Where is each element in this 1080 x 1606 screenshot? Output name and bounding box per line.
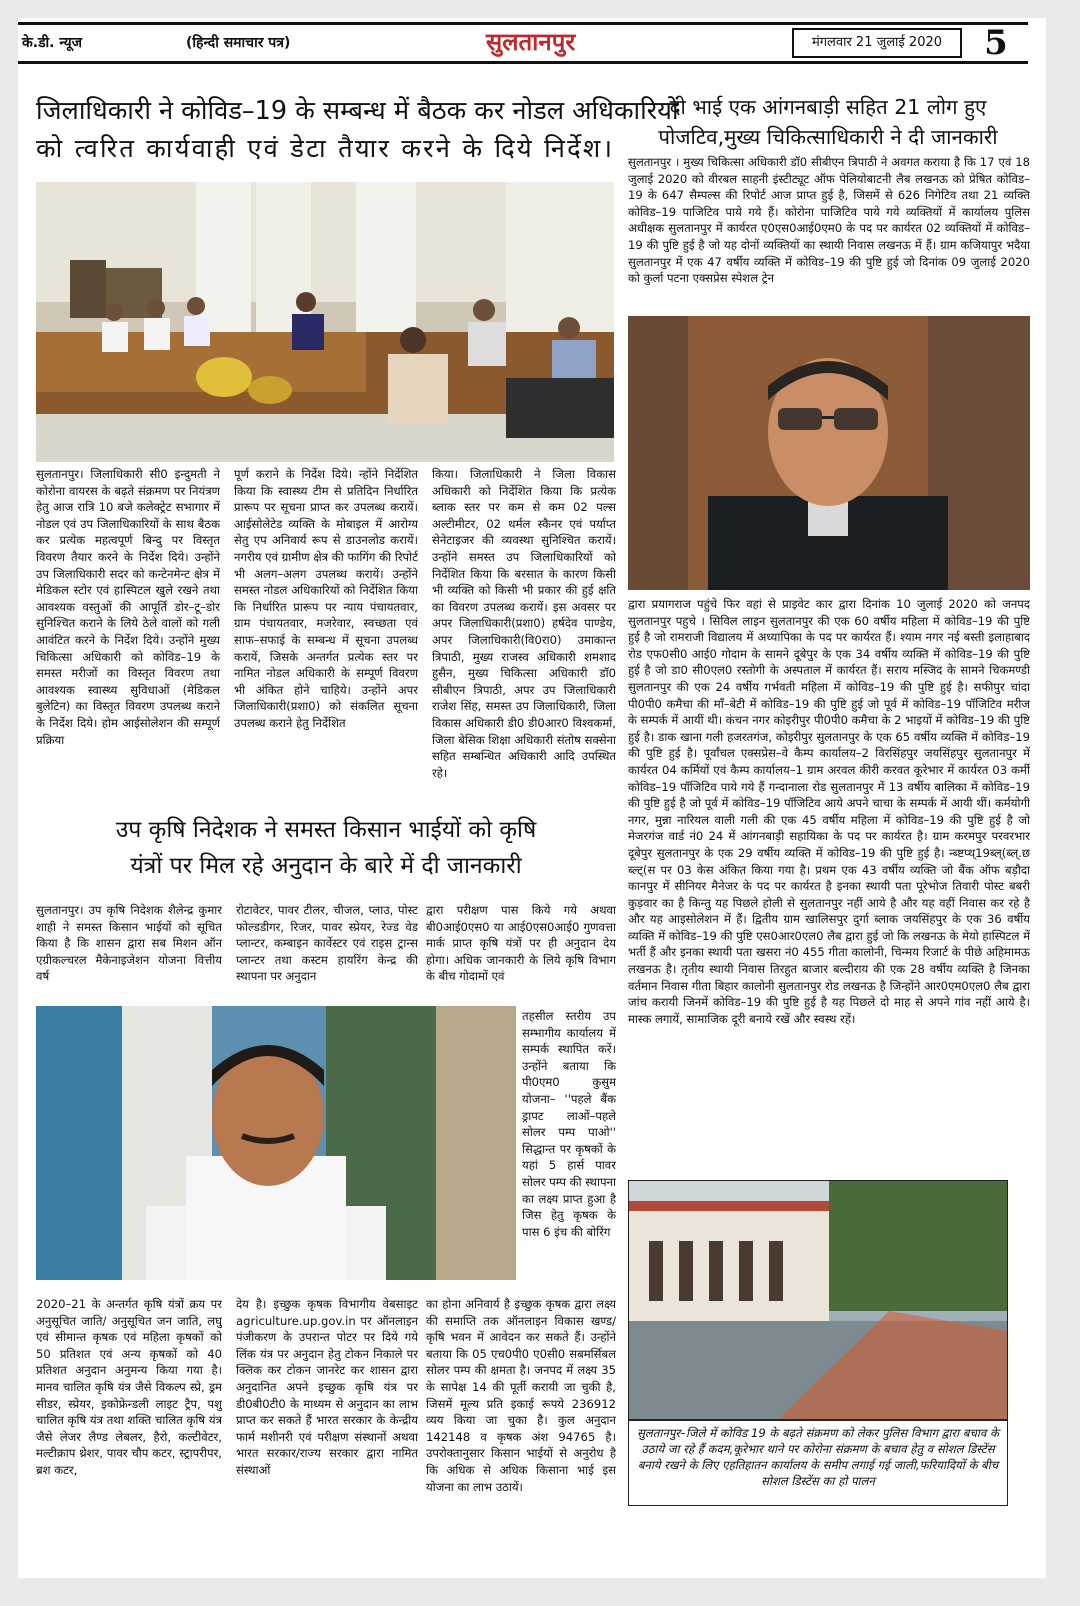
officer-photo	[628, 316, 1030, 590]
masthead	[18, 22, 1028, 64]
article1-headline-line2: को त्वरित कार्यवाही एवं डेटा तैयार करने के दिये निर्देश।	[36, 134, 615, 164]
article3-column3-top: द्वारा परीक्षण पास किये गये अथवा बी0आई0एस0 या आई0एस0आई0 गुणवत्ता मार्क प्राप्त कृषि यंत्रों पर ही अनुदान देय होगा। अधिक जानकारी के लिये कृषि विभाग के बीच गोदामों एवं	[426, 903, 616, 984]
agri-officer-photo	[36, 1006, 516, 1280]
article3-headline-line2: यंत्रों पर मिल रहे अनुदान के बारे में दी जानकारी	[130, 853, 522, 879]
article3-column1-top: सुलतानपुर। उप कृषि निदेशक शैलेन्द्र कुमार शाही ने समस्त किसान भाईयों को सूचित किया है कि शासन द्वारा सब मिशन ऑन एग्रीकल्चरल मैकेनाइजेशन योजना वित्तीय वर्ष	[36, 903, 222, 984]
article3-column2-top: रोटावेटर, पावर टीलर, चीजल, प्लाउ, पोस्ट फोल्डडीगर, रिजर, पावर स्प्रेयर, रेज्ड वेड प्लान्टर, कम्बाइन कार्वेस्टर एवं राइस ट्रान्स प्लान्टर तथा कस्टम हायरिंग केन्द्र की स्थापना पर अनुदान	[236, 903, 418, 984]
meeting-photo	[36, 182, 614, 462]
article3-column1-bottom: 2020–21 के अन्तर्गत कृषि यंत्रों क्रय पर अनुसूचित जाति/ अनुसूचित जन जाति, लघु एवं सीमान्त कृषक एवं महिला कृषकों को 50 प्रतिशत एवं अन्य कृषकों को 40 प्रतिशत अनुदान अनुमन्य किया गया है। मानव चालित कृषि यंत्र जैसे विकल्प स्प्रे, ड्रम सीडर, स्प्रेयर, इकोफ्रेन्डली लाइट ट्रैप, पशु चालित कृषि यंत्र तथा शक्ति चालित कृषि यंत्र जैसे लेजर लैण्ड लेबलर, हैरो, कल्टीवेटर, मल्टीक्राप थ्रेशर, पावर चौप कटर, स्ट्रापरीपर, ब्रश कटर,	[36, 1297, 222, 1477]
article2-headline-line2: पोजटिव,मुख्य चिकित्साधिकारी ने दी जानकारी	[658, 125, 998, 149]
issue-date: मंगलवार 21 जुलाई 2020	[792, 28, 962, 58]
article1-column2: पूर्ण कराने के निर्देश दिये। न्होंने निर्देशित किया कि स्वास्थ्य टीम से प्रतिदिन निर्धारित प्रारूप पर सूचना प्राप्त कर उपलब्ध करायें। आईसोलेटेड व्यक्ति के मोबाइल में आरोग्य सेतु एप अनिवार्य रूप से डाउनलोड करायें। नगरीय एवं ग्रामीण क्षेत्र की फागिंग की रिपोर्ट भी अलग–अलग उपलब्ध करायें। उन्होंने समस्त नोडल अधिकारियों को निर्देशित किया कि निर्धारित प्रारूप पर न्याय पंचायतवार, ग्राम पंचायतवार, मजरेवार, स्वच्छता एवं साफ–सफाई के सम्बन्ध में सूचना उपलब्ध करायें, जिसके अन्तर्गत प्रत्येक स्तर पर नामित नोडल अधिकारी के सम्पूर्ण विवरण भी अंकित होने चाहिये। उन्होंने अपर जिलाधिकारी(प्रशा0) को संकलित सूचना उपलब्ध कराने हेतु निर्देशित	[234, 467, 418, 730]
article3-column3-bottom: का होना अनिवार्य है इच्छुक कृषक द्वारा लक्ष्य की समाप्ति तक ऑनलाइन विकास खण्ड/कृषि भवन में आवेदन कर सकते हैं। उन्होंने बताया कि 05 एच0पी0 ए0सी0 सबमर्सिबल सोलर पम्प की क्षमता है। जनपद में लक्ष्य 35 के सापेक्ष 14 की पूर्ती करायी जा चुकी है, जिसमें मूल्य प्रति इकाई रूपये 236912 व्यय किया जा चुका है। कुल अनुदान 142148 व कृषक अंश 94765 है। उपरोक्तानुसार किसान भाईयों से अनुरोध है कि अधिक से अधिक किसाना भाई इस योजना का लाभ उठायें।	[426, 1297, 616, 1494]
article1-column3: किया। जिलाधिकारी ने जिला विकास अधिकारी को निर्देशित किया कि प्रत्येक ब्लाक स्तर पर कम से कम 02 पल्स अल्टीमीटर, 02 थर्मल स्कैनर एवं पर्याप्त सेनेटाइजर की व्यवस्था सुनिश्चित करायें। उन्होंने समस्त उप जिलाधिकारियों को निर्देशित किया कि बरसात के कारण किसी भी व्यक्ति को किसी भी प्रकार की हुई क्षति का विवरण उपलब्ध करायें। इस अवसर पर अपर जिलाधिकारी(प्रशा0) हर्षदेव पाण्डेय, अपर जिलाधिकारी(वि0रा0) उमाकान्त त्रिपाठी, मुख्य राजस्व अधिकारी शमशाद हुसैन, मुख्य चिकित्सा अधिकारी डॉ0 सीबीएन त्रिपाठी, अपर उप जिलाधिकारी राजेश सिंह, समस्त उप जिलाधिकारी, जिला विकास अधिकारी डी0 डी0आर0 विश्वकर्मा, जिला बेसिक शिक्षा अधिकारी संतोष सक्सेना सहित सम्बन्धित अधिकारी आदि उपस्थित रहे।	[432, 467, 616, 780]
publication-name: के.डी. न्यूज	[22, 35, 83, 51]
article3-side-column: तहसील स्तरीय उप सम्भागीय कार्यालय में सम्पर्क स्थापित करें। उन्होंने बताया कि पी0एम0 कुसुम योजना– ''पहले बैंक ड्रापट लाओं–पहले सोलर पम्प पाओ'' सिद्धान्त पर कृषकों के यहां 5 हार्स पावर सोलर पम्प की स्थापना का लक्ष्य प्राप्त हुआ है जिस हेतु कृषक के पास 6 इंच की बोरिंग	[522, 1009, 616, 1239]
publication-subtitle: (हिन्दी समाचार पत्र)	[186, 35, 291, 51]
article2-headline	[626, 92, 1030, 152]
photo-caption: सुलतानपुर–जिले में कोविड 19 के बढ़ते संक्रमण को लेकर पुलिस विभाग द्वारा बचाव के उठाये जा रहे हैं कदम,कूरेभार थाने पर कोरोना संक्रमण के बचाव हेतु व सोशल डिस्टेंस बनाये रखने के लिए एहतिहातन कार्यालय के समीप लगाई गई जाली,फरियादियों के बीच सोशल डिस्टेंस का हो पालन	[628, 1420, 1008, 1506]
article1-column1: सुलतानपुर। जिलाधिकारी सी0 इन्दुमती ने कोरोना वायरस के बढ़ते संक्रमण पर नियंत्रण हेतु आज रात्रि 10 बजे कलेक्ट्रेट सभागार में नोडल एवं उप जिलाधिकारियों के साथ बैठक कर प्रत्येक महत्वपूर्ण बिन्दु पर विस्तृत विवरण तैयार करने के निर्देश दिये। उन्होंने उप जिलाधिकारी सदर को कन्टेनमेन्ट क्षेत्र में मेडिकल स्टोर एवं हास्पिटल खुले रखने तथा आवश्यक वस्तुओं की आपूर्ति डोर–टू–डोर सुनिश्चित कराने के लिये ठेले वालों को गली आवंटित करने के निर्देश दिये। उन्होंने मुख्य चिकित्सा अधिकारी को कोविड–19 के समस्त मरीजों का विस्तृत विवरण तथा आवश्यक स्वास्थ्य सुविधाओं (मेडिकल बुलेटिन) का विस्तृत विवरण उपलब्ध कराने के निर्देश दिये। होम आईसोलेशन की सम्पूर्ण प्रक्रिया	[36, 467, 220, 747]
article2-continued: द्वारा प्रयागराज पहुंचे फिर वहां से प्राइवेट कार द्वारा दिनांक 10 जुलाई 2020 को जनपद सुलतानपुर पहुचे । सिविल लाइन सुलतानपुर की एक 60 वर्षीय महिला में कोविड–19 की पुष्टि हुई है जो रामराजी विद्यालय में अध्यापिका के पद पर कार्यरत हैं। श्याम नगर नई बस्ती इलाहाबाद रोड एफ0सी0 आई0 गोदाम के सामने दूबेपुर के एक 34 वर्षीय व्यक्ति में कोविड–19 की पुष्टि हुई है जो डा0 सी0एल0 रस्तोगी के अस्पताल में कार्यरत हैं। सराय मस्जिद के सामने चिकमण्डी सुलतानपुर की एक 24 वर्षीय गर्भवती महिला में कोविड–19 की पुष्टि हुई है। सफीपुर चांदा पी0पी0 कमैचा की माँ–बेटी में कोविड–19 की पुष्टि हुई जो पूर्व में कोविड–19 पॉजिटिव मरीज के सम्पर्क में आयीं थी। कंचन नगर कोइरीपुर पी0पी0 कमैचा के 2 भाइयों में कोविड–19 की पुष्टि हुई है। डाक खाना गली हजरतगंज, कोइरीपुर सुलतानपुर के एक 65 वर्षीय व्यक्ति में कोविड–19 की पुष्टि हुई है। पूर्वांचल एक्सप्रेस–वे कैम्प कार्यालय–2 विरसिंहपुर जयसिंहपुर सुलतानपुर में कार्यरत 04 कर्मियों एवं कैम्प कार्यालय–1 ग्राम अरवल कीरी करवत कूरेभार में कार्यरत 03 कर्मी कोविड–19 पॉजिटिव पाये गये हैं गन्दानाला रोड सुलतानपुर में 13 वर्षीय बालिका में कोविड–19 की पुष्टि हुई है जो पूर्व में कोविड–19 पॉजिटिव आये अपने चाचा के सम्पर्क में आयी थीं। कर्मयोगी नगर, मुन्ना नारियल वाली गली की एक 45 वर्षीय महिला में कोविड–19 की पुष्टि हुई है जो मेजरगंज वार्ड नं0 24 में आंगनबाड़ी सहायिका के पद पर कार्यरत है। ग्राम करमपुर परवरभार दूबेपुर सुलतानपुर के एक 29 वर्षीय व्यक्ति में कोविड–19 की पुष्टि हुई है। न्ब्ष्टप्थ्19ब्ल्(ब्ल्.छ ब्ल्ट्(स पर 03 केस अंकित किया गया है। प्रथम एक 43 वर्षीय व्यक्ति जो बैंक ऑफ बड़ौदा कानपुर में सीनियर मैनेजर के पद पर कार्यरत है इनका स्थायी पता पूरेभोज तिवारी पोस्ट बबरी कुड़वार का है किन्तु यह पिछले होली से सुलतानपुर नहीं आये है और यह वहीं निवास कर रहे है और यह आइसोलेशन में हैं। द्वितीय ग्राम खालिसपुर दुर्गा ब्लाक जयसिंहपुर के एक 36 वर्षीय व्यक्ति में कोविड–19 की पुष्टि एस0आर0एल0 लैब द्वारा हुई जो कि लखनऊ के मेयो हास्पिटल में भर्ती हैं और इनका स्थायी पता खसरा नं0 455 गीता कालोनी, चिन्मय रिजार्ट के पीछे अहिमामऊ लखनऊ है। तृतीय स्थायी निवास तिरहुत बाजार बल्दीराय की एक 28 वर्षीय व्यक्ति है जिनका वर्तमान निवास गीता बिहार कालोनी सुलतानपुर रोड लखनऊ है जिन्होंने आर0एम0एल0 लैब द्वारा जांच करायी जिनमें कोविड–19 की पुष्टि हुई है यह पिछले दो माह से अपने गांव नहीं आये है। मास्क लगायें, सामाजिक दूरी बनाये रखें और स्वस्थ रहें।	[628, 597, 1030, 1026]
city-title: सुलतानपुर	[486, 28, 576, 56]
article2-intro: सुलतानपुर । मुख्य चिकित्सा अधिकारी डॉ0 सीबीएन त्रिपाठी ने अवगत कराया है कि 17 एवं 18 जुलाई 2020 को वीरबल साहनी इंस्टीट्यूट ऑफ पेलियोबाटनी लैब लखनऊ को प्रेषित कोविड–19 के 647 सैम्पल्स की रिपोर्ट आज प्राप्त हुई है, जिसमें से 626 निगेटिव तथा 21 व्यक्ति कोविड–19 पाजिटिव पाये गये हैं। कोरोना पाजिटिव पाये गये व्यक्तियों में कार्यालय पुलिस अधीक्षक सुलतानपुर में कार्यरत ए0एस0आई0एम0 के पद पर कार्यरत 02 व्यक्तियों में कोविड–19 की पुष्टि हुई है जो यह दोनों व्यक्तियों का स्थायी निवास लखनऊ में हैं। ग्राम कजियापुर भदैया सुलतानपुर में एक 47 वर्षीय व्यक्ति में कोविड–19 की पुष्टि हुई जो दिनांक 09 जुलाई 2020 को कुर्ला पटना एक्सप्रेस स्पेशल ट्रेन	[628, 155, 1030, 286]
article3-column2-bottom: देय है। इच्छुक कृषक विभागीय वेबसाइट agriculture.up.gov.in पर ऑनलाइन पंजीकरण के उपरान्त पोटर पर दिये गये लिंक यंत्र पर अनुदान हेतु टोकन निकाले पर क्लिक कर टोकन जानरेट कर शासन द्वारा अनुदानित अपने इच्छुक कृषि यंत्र पर डी0बी0टी0 के माध्यम से अनुदान का लाभ प्राप्त कर सकते हैं भारत सरकार के केन्द्रीय फार्म मशीनरी एवं परीक्षण संस्थानों अथवा भारत सरकार/राज्य सरकार द्वारा नामित संस्थाओं	[236, 1297, 418, 1477]
article3-headline-line1: उप कृषि निदेशक ने समस्त किसान भाईयों को कृषि	[115, 817, 537, 843]
article1-headline-line1: जिलाधिकारी ने कोविड–19 के सम्बन्ध में बैठक कर नोडल अधिकारियों	[36, 96, 679, 126]
article3-headline	[36, 812, 616, 884]
article2-headline-line1: दो भाई एक आंगनबाड़ी सहित 21 लोग हुए	[669, 95, 987, 119]
page-number: 5	[984, 23, 1008, 63]
police-station-photo	[628, 1180, 1008, 1420]
article1-headline	[36, 92, 679, 168]
